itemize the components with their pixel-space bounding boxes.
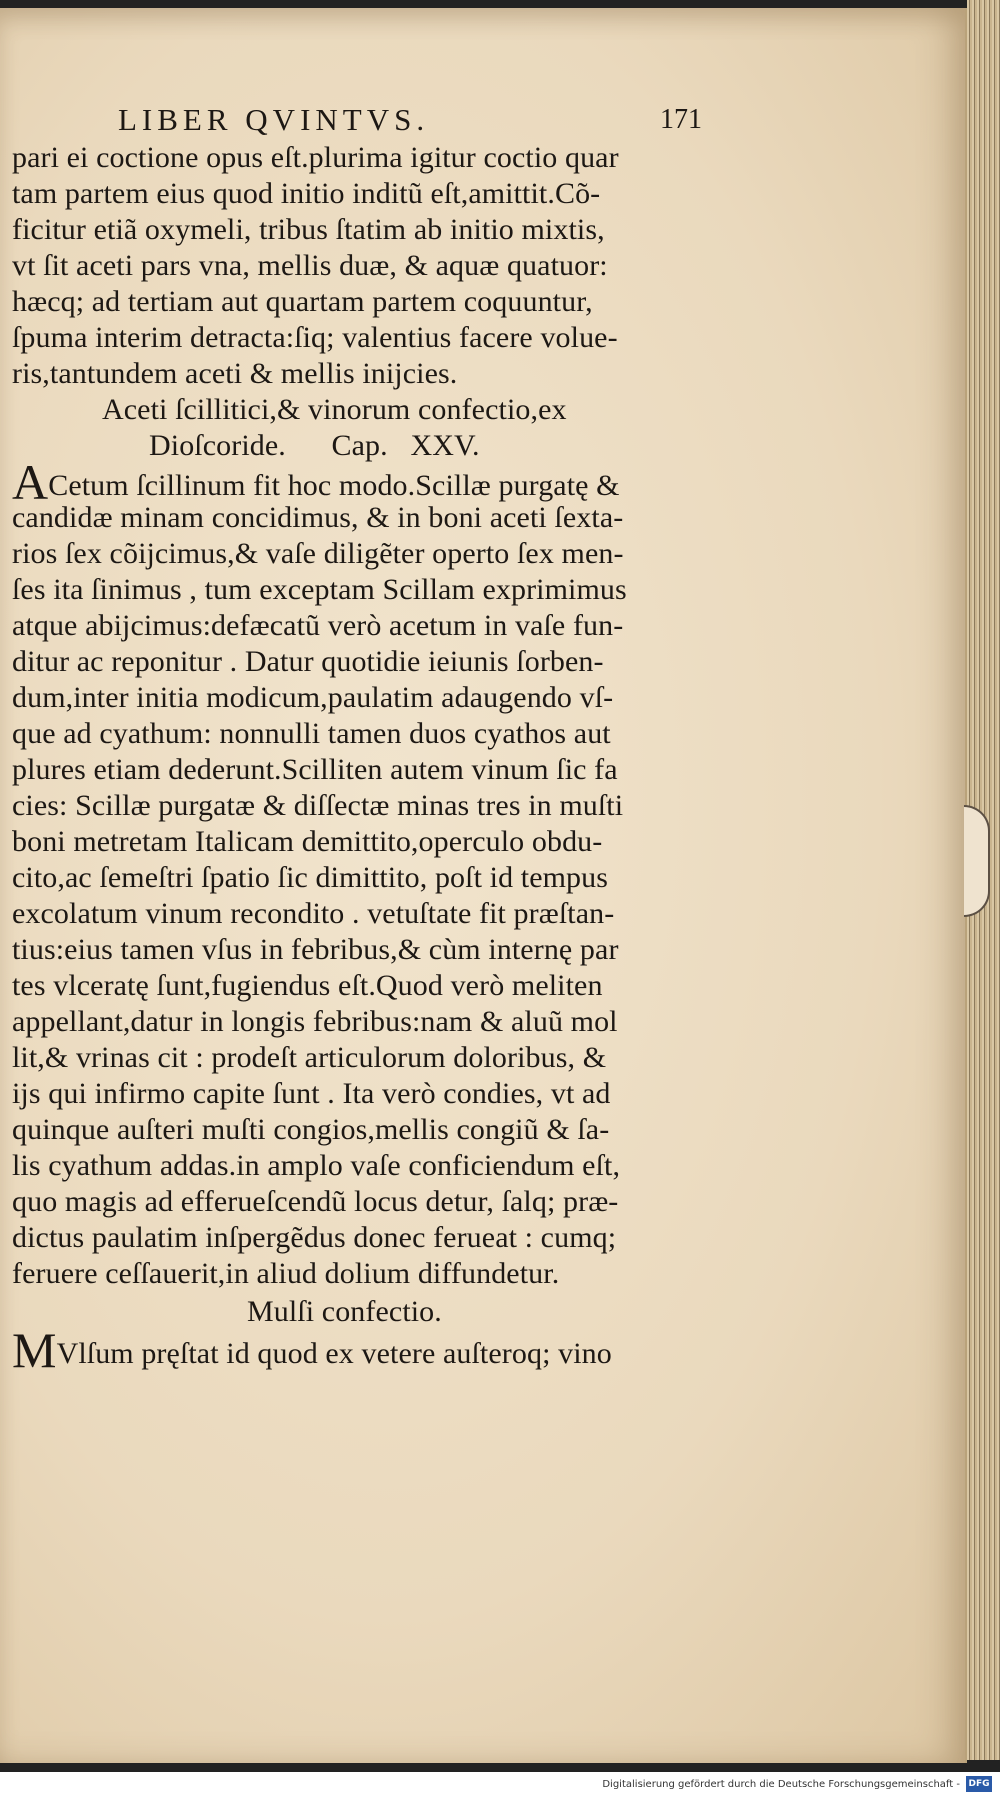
text-line: Vlſum pręſtat id quod ex vetere auſteroq; vino [56, 1337, 612, 1370]
text-line: ſes ita ſinimus , tum exceptam Scillam exprimimus [12, 573, 627, 606]
text-line: rios ſex cõijcimus,& vaſe diligẽter operto ſex men- [12, 537, 624, 570]
drop-cap-m: M [12, 1322, 57, 1378]
text-line: tius:eius tamen vſus in febribus,& cùm internę par [12, 933, 619, 966]
text-line: atque abijcimus:defæcatũ verò acetum in vaſe fun- [12, 609, 624, 642]
text-line: que ad cyathum: nonnulli tamen duos cyathos aut [12, 717, 611, 750]
text-line-initial [12, 1322, 612, 1378]
text-line: hæcq; ad tertiam aut quartam partem coquuntur, [12, 285, 593, 318]
text-line: appellant,datur in longis febribus:nam & aluũ mol [12, 1005, 618, 1038]
text-line: plures etiam dederunt.Scilliten autem vinum ſic fa [12, 753, 618, 786]
text-line: ficitur etiã oxymeli, tribus ſtatim ab initio mixtis, [12, 213, 605, 246]
drop-cap-a: A [12, 454, 49, 510]
text-line: ditur ac reponitur . Datur quotidie ieiunis ſorben- [12, 645, 604, 678]
text-line: dictus paulatim inſpergẽdus donec ferueat : cumq; [12, 1221, 617, 1254]
text-line: candidæ minam concidimus, & in boni aceti ſexta- [12, 501, 624, 534]
text-line: cies: Scillæ purgatæ & diſſectæ minas tres in muſti [12, 789, 624, 822]
text-line: boni metretam Italicam demittito,operculo obdu- [12, 825, 603, 858]
text-line: vt ſit aceti pars vna, mellis duæ, & aquæ quatuor: [12, 249, 608, 282]
text-line: feruere ceſſauerit,in aliud dolium diffundetur. [12, 1257, 560, 1290]
dfg-logo-icon: DFG [966, 1776, 992, 1792]
text-line: ris,tantundem aceti & mellis inijcies. [12, 357, 458, 390]
text-line: lis cyathum addas.in amplo vaſe conficiendum eſt, [12, 1149, 621, 1182]
footer-credit: Digitalisierung gefördert durch die Deutsche Forschungsgemeinschaft - [602, 1779, 960, 1790]
text-line: lit,& vrinas cit : prodeſt articulorum doloribus, & [12, 1041, 607, 1074]
section-heading-cont: Dioſcoride. Cap. XXV. [149, 429, 480, 462]
text-line: cito,ac ſemeſtri ſpatio ſic dimittito, poſt id tempus [12, 861, 609, 894]
book-page [0, 8, 967, 1763]
page-tab-marker [964, 805, 990, 917]
text-line: excolatum vinum recondito . vetuſtate fit præſtan- [12, 897, 615, 930]
text-line: quo magis ad efferueſcendũ locus detur, ſalq; præ- [12, 1185, 619, 1218]
text-line: quinque auſteri muſti congios,mellis congiũ & ſa- [12, 1113, 610, 1146]
text-line: pari ei coctione opus eſt.plurima igitur coctio quar [12, 141, 619, 174]
text-line: ijs qui infirmo capite ſunt . Ita verò condies, vt ad [12, 1077, 611, 1110]
section-heading: Aceti ſcillitici,& vinorum confectio,ex [102, 393, 567, 426]
text-line: Cetum ſcillinum fit hoc modo.Scillæ purgatę & [48, 469, 620, 502]
page-number: 171 [660, 104, 702, 135]
text-line: ſpuma interim detracta:ſiq; valentius facere volue- [12, 321, 618, 354]
text-line: tes vlceratę ſunt,fugiendus eſt.Quod verò meliten [12, 969, 603, 1002]
text-line: dum,inter initia modicum,paulatim adaugendo vſ- [12, 681, 614, 714]
running-title: LIBER QVINTVS. [118, 102, 430, 137]
text-line-initial [12, 454, 620, 510]
text-line: tam partem eius quod initio inditũ eſt,amittit.Cõ- [12, 177, 601, 210]
section-heading: Mulſi confectio. [247, 1295, 442, 1328]
